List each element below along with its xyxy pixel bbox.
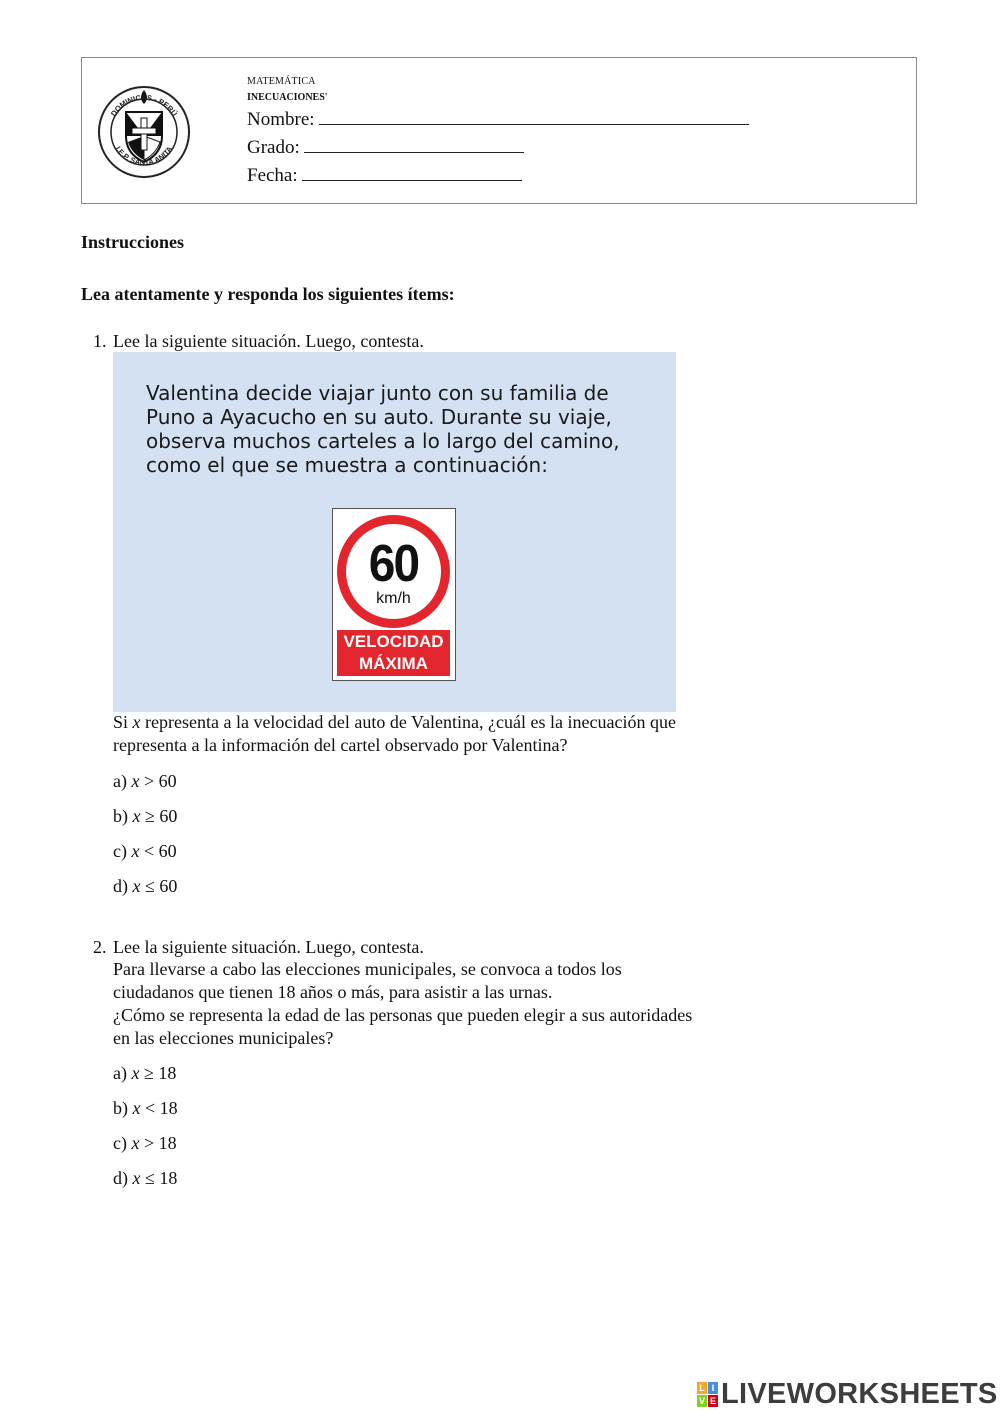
speed-limit-sign: [332, 508, 456, 681]
speed-limit-number: 60: [368, 535, 419, 593]
question1-option-b[interactable]: b) x ≥ 60: [113, 806, 178, 826]
question2-line: ¿Cómo se representa la edad de las personas que pueden elegir a sus autoridades: [113, 1005, 693, 1025]
question2-option-c[interactable]: c) x > 18: [113, 1133, 177, 1153]
seal-top-text: DOMINICAS - PERÚ: [108, 93, 180, 118]
date-label: Fecha:: [247, 165, 298, 186]
question2-intro: Lee la siguiente situación. Luego, contesta.: [113, 937, 424, 957]
grade-field[interactable]: [247, 136, 524, 159]
question2-option-a[interactable]: a) x ≥ 18: [113, 1063, 177, 1083]
panel-line: Puno a Ayacucho en su auto. Durante su viaje,: [146, 405, 612, 429]
question1-prompt-line: Si x representa a la velocidad del auto de Valentina, ¿cuál es la inecuación que: [113, 712, 676, 732]
liveworksheets-wordmark: LIVEWORKSHEETS: [721, 1378, 998, 1410]
question1-option-d[interactable]: d) x ≤ 60: [113, 876, 178, 896]
name-label: Nombre:: [247, 109, 315, 130]
instructions-title: Instrucciones: [81, 232, 184, 252]
question1-option-c[interactable]: c) x < 60: [113, 841, 177, 861]
panel-line: como el que se muestra a continuación:: [146, 453, 548, 477]
question1-number: 1.: [93, 331, 107, 351]
speed-limit-label-line2: MÁXIMA: [359, 654, 428, 673]
speed-limit-banner: [337, 630, 450, 676]
question2-number: 2.: [93, 937, 107, 957]
speed-limit-circle: [337, 515, 450, 628]
grade-blank[interactable]: [304, 136, 524, 153]
panel-line: observa muchos carteles a lo largo del camino,: [146, 429, 620, 453]
question2-line: en las elecciones municipales?: [113, 1028, 334, 1048]
question2-line: ciudadanos que tienen 18 años o más, para asistir a las urnas.: [113, 982, 553, 1002]
speed-limit-label-line1: VELOCIDAD: [343, 632, 444, 651]
grade-label: Grado:: [247, 137, 300, 158]
topic-label: INECUACIONES': [247, 92, 328, 103]
subject-label: MATEMÁTICA: [247, 76, 316, 87]
question1-option-a[interactable]: a) x > 60: [113, 771, 177, 791]
question2-option-d[interactable]: d) x ≤ 18: [113, 1168, 178, 1188]
question1-intro: Lee la siguiente situación. Luego, contesta.: [113, 331, 424, 351]
question1-prompt-line: representa a la información del cartel observado por Valentina?: [113, 735, 568, 755]
instructions-subtitle: Lea atentamente y responda los siguientes ítems:: [81, 284, 455, 304]
question2-option-b[interactable]: b) x < 18: [113, 1098, 178, 1118]
liveworksheets-mark-icon: L I V E: [698, 1383, 716, 1406]
name-field[interactable]: [247, 108, 749, 131]
question2-line: Para llevarse a cabo las elecciones municipales, se convoca a todos los: [113, 959, 622, 979]
date-field[interactable]: [247, 164, 522, 187]
panel-line: Valentina decide viajar junto con su familia de: [146, 381, 609, 405]
name-blank[interactable]: [319, 108, 749, 125]
speed-limit-unit: km/h: [376, 590, 411, 607]
date-blank[interactable]: [302, 164, 522, 181]
seal-bottom-text: I.E.P. SANTA ANITA: [113, 144, 175, 168]
school-seal-icon: [96, 84, 192, 180]
